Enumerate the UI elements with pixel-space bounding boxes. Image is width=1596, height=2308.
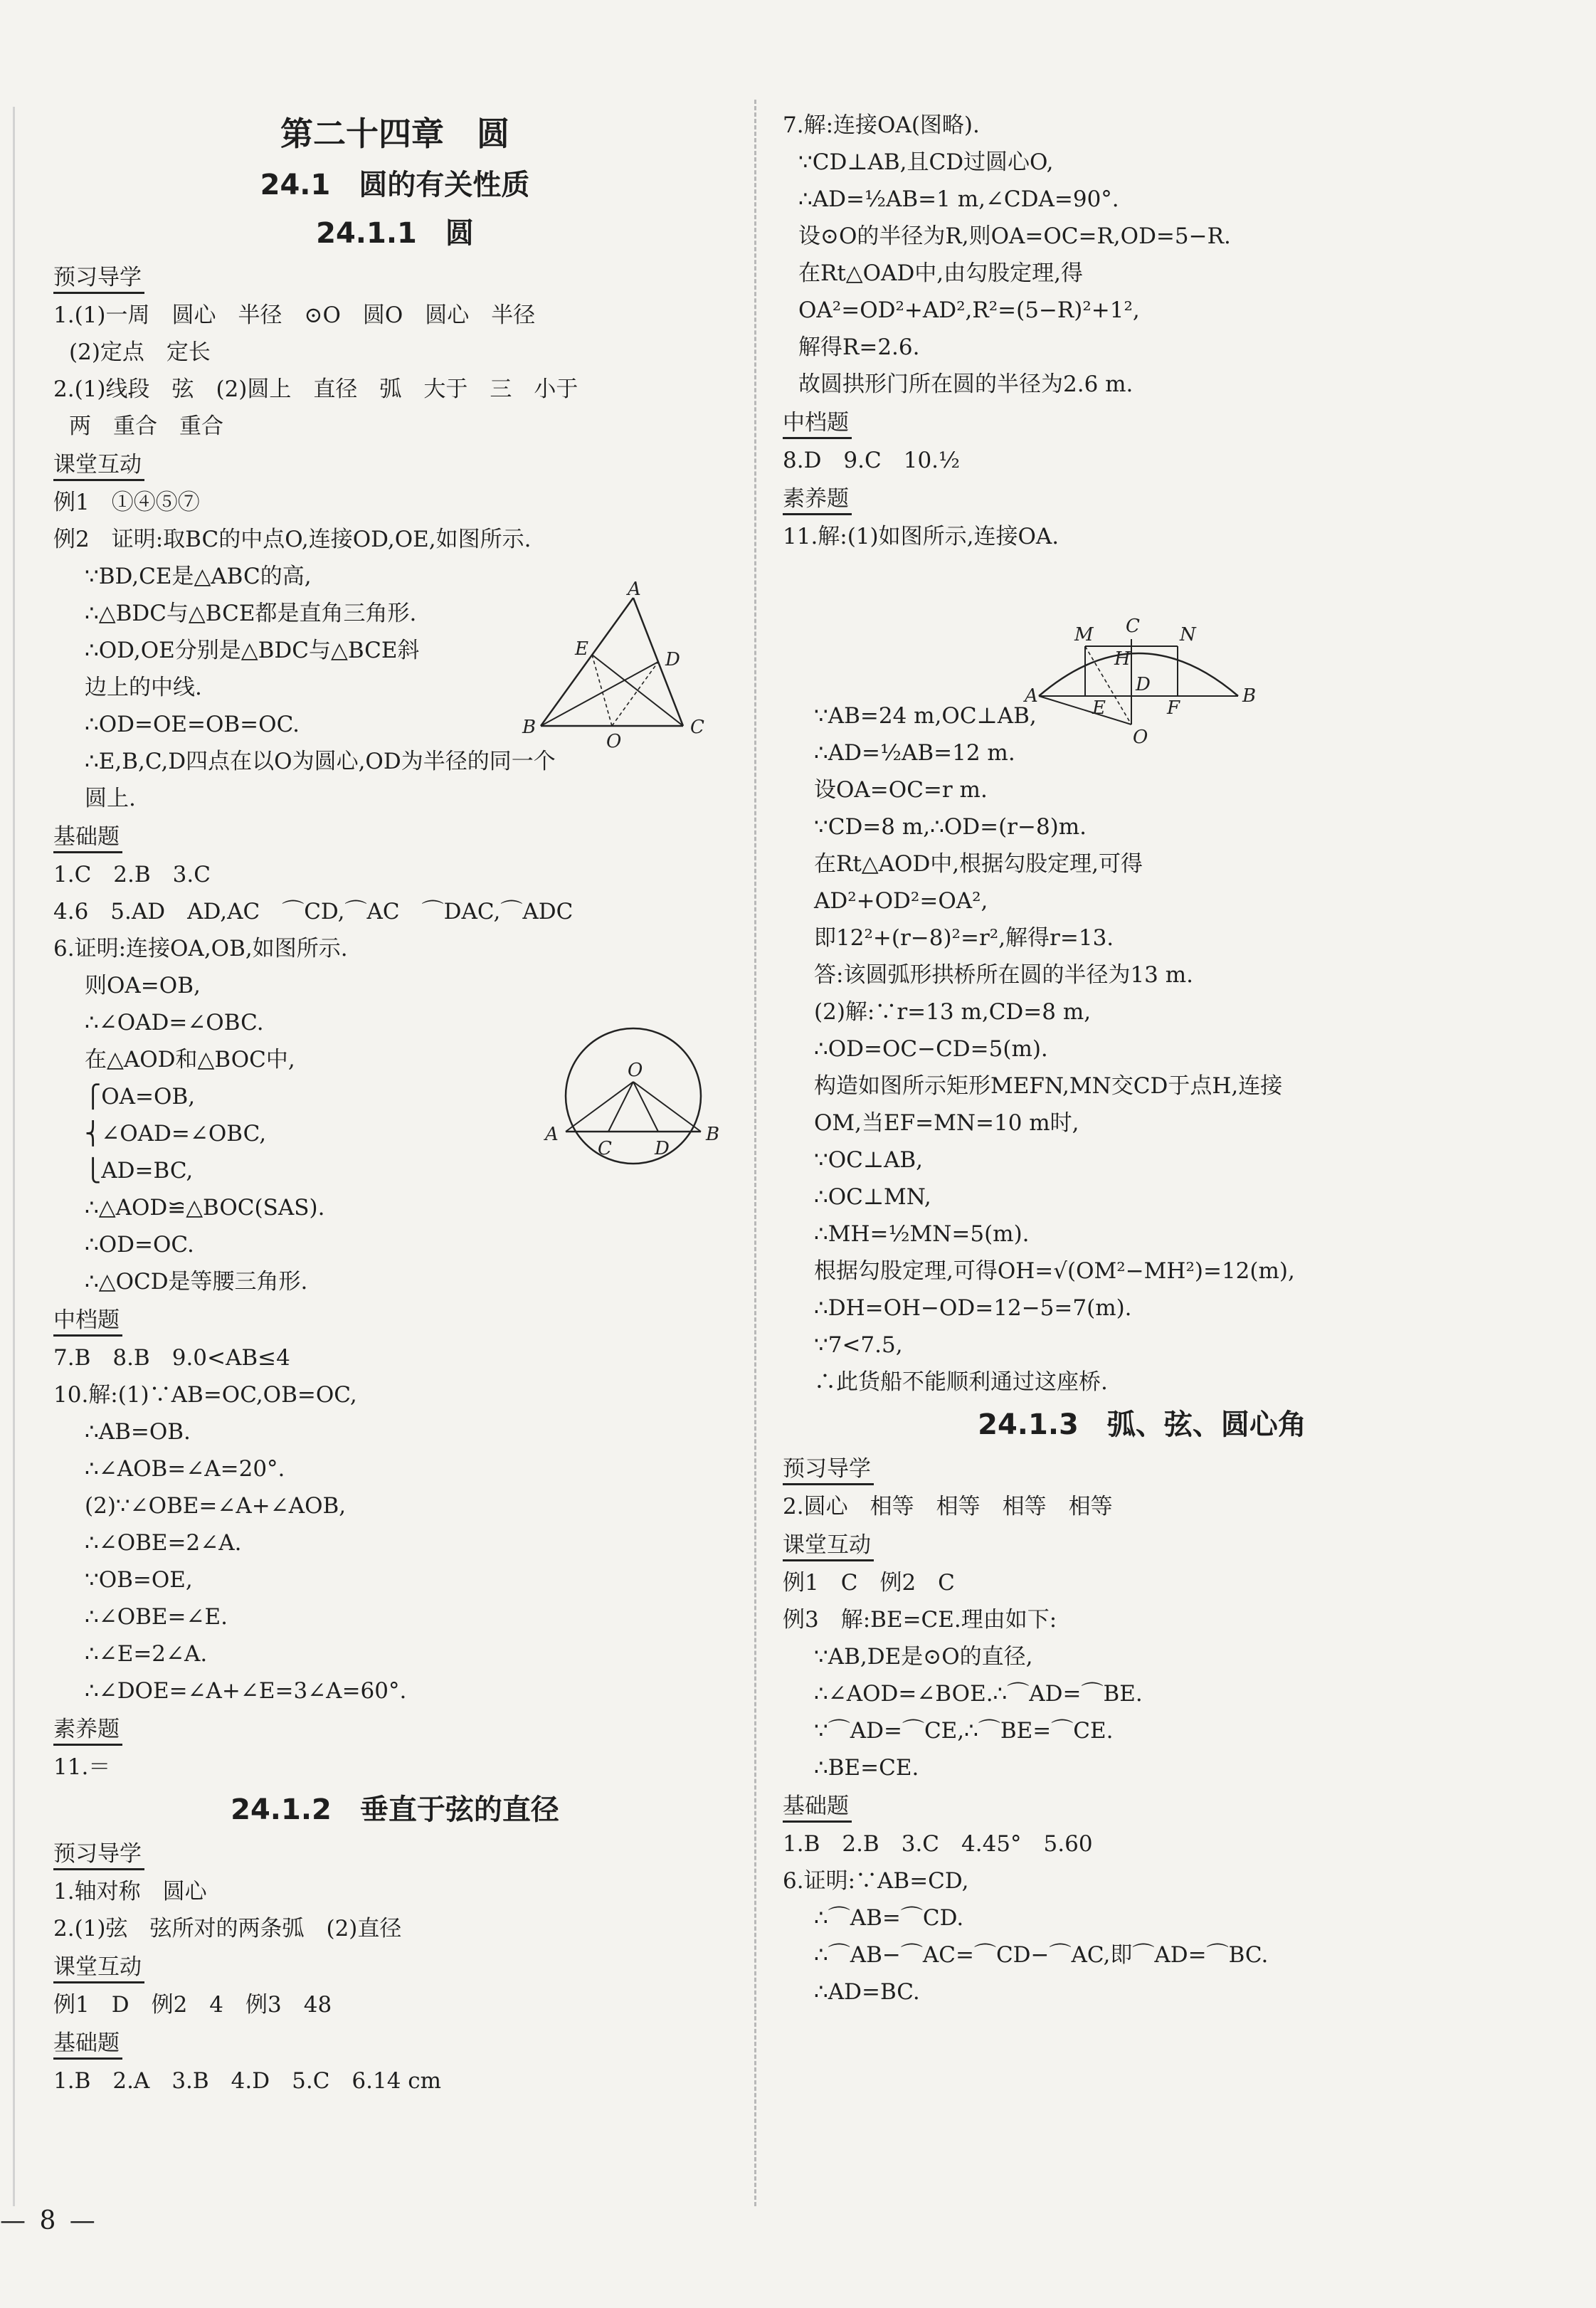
- answer-line: 11.＝: [53, 1754, 111, 1780]
- answer-line: ∴⌒AB=⌒CD.: [814, 1905, 964, 1931]
- page-number: — 8 —: [0, 2206, 98, 2235]
- answer-line: ∵AB=24 m,OC⊥AB,: [814, 703, 1037, 729]
- subsection-title-3: 24.1.3 弧、弦、圆心角: [978, 1408, 1306, 1441]
- fig2-label: D: [655, 1138, 670, 1159]
- section-heading: 素养题: [53, 1715, 122, 1746]
- fig3-label: H: [1114, 648, 1131, 670]
- subsection-2-body: [53, 1834, 736, 2099]
- section-heading-row: [53, 2023, 736, 2062]
- section-heading-row: [53, 1947, 736, 1986]
- fig2-label: O: [628, 1060, 643, 1081]
- answer-line: ∴∠AOB=∠A=20°.: [85, 1456, 285, 1482]
- chapter-title: 第二十四章 圆: [280, 115, 509, 153]
- answer-line: 两 重合 重合: [69, 413, 223, 439]
- subsection-title-1: 24.1.1 圆: [316, 217, 474, 250]
- fig1-label: C: [690, 717, 704, 738]
- answer-line: 解得R=2.6.: [798, 334, 920, 360]
- column-divider: [754, 100, 756, 2206]
- answer-line: ∵CD⊥AB,且CD过圆心O,: [798, 149, 1054, 175]
- answer-line: 2.(1)线段 弦 (2)圆上 直径 弧 大于 三 小于: [53, 376, 578, 402]
- answer-line: 边上的中线.: [85, 675, 202, 700]
- section-heading: 课堂互动: [53, 1953, 144, 1983]
- binding-edge: [13, 107, 15, 2206]
- answer-line: 8.D 9.C 10.½: [783, 448, 961, 473]
- answer-line: ∴△AOD≌△BOC(SAS).: [85, 1195, 325, 1221]
- answer-line: 设OA=OC=r m.: [814, 777, 988, 803]
- answers-problem-11: [783, 697, 1501, 1401]
- answer-line: (2)解:∵r=13 m,CD=8 m,: [814, 999, 1092, 1025]
- answer-line: 1.B 2.B 3.C 4.45° 5.60: [783, 1831, 1093, 1857]
- answer-line: ∴OD=OE=OB=OC.: [85, 712, 300, 737]
- section-heading-row: [783, 479, 1501, 518]
- answer-line: 4.6 5.AD AD,AC ⌒CD,⌒AC ⌒DAC,⌒ADC: [53, 899, 574, 924]
- answer-line: ∴△BDC与△BCE都是直角三角形.: [85, 601, 417, 626]
- section-heading-row: [53, 1834, 736, 1873]
- fig3-label: C: [1126, 616, 1140, 637]
- answer-line: 7.解:连接OA(图略).: [783, 112, 980, 138]
- fig3-label: F: [1167, 697, 1180, 719]
- fig1-label: D: [665, 649, 680, 670]
- answer-line: 答:该圆弧形拱桥所在圆的半径为13 m.: [814, 962, 1193, 988]
- fig2-label: A: [545, 1124, 559, 1145]
- fig3-label: E: [1092, 697, 1106, 719]
- section-heading: 基础题: [53, 2029, 122, 2060]
- answer-line: ∴AD=BC.: [814, 1979, 920, 2005]
- answer-line: ∵OC⊥AB,: [814, 1147, 924, 1173]
- triangle-figure: [512, 579, 726, 752]
- section-heading: 课堂互动: [783, 1531, 874, 1561]
- answer-line: 例3 解:BE=CE.理由如下:: [783, 1607, 1057, 1633]
- section-heading-row: [783, 1525, 1501, 1564]
- subsection-3-body: [783, 1449, 1501, 2011]
- answer-line: 故圆拱形门所在圆的半径为2.6 m.: [798, 372, 1133, 397]
- answer-line: 10.解:(1)∵AB=OC,OB=OC,: [53, 1382, 357, 1408]
- answer-line: ∴OD=OC−CD=5(m).: [814, 1036, 1048, 1062]
- fig3-label: N: [1180, 624, 1196, 645]
- answer-line: 6.证明:连接OA,OB,如图所示.: [53, 936, 348, 961]
- answer-line: ∴△OCD是等腰三角形.: [85, 1269, 308, 1295]
- answer-line: AD²+OD²=OA²,: [814, 888, 988, 914]
- answers-continued: [783, 107, 1501, 555]
- section-heading-row: [783, 403, 1501, 442]
- answer-line: ∴OD,OE分别是△BDC与△BCE斜: [85, 638, 420, 663]
- answer-line: 根据勾股定理,可得OH=√(OM²−MH²)=12(m),: [814, 1258, 1295, 1284]
- answer-line: 11.解:(1)如图所示,连接OA.: [783, 524, 1059, 549]
- answer-line: 例1 D 例2 4 例3 48: [53, 1992, 332, 2018]
- fig2-label: C: [598, 1138, 612, 1159]
- answer-line: 在△AOD和△BOC中,: [85, 1047, 295, 1073]
- fig1-label: E: [575, 638, 588, 660]
- answer-line: ∴BE=CE.: [814, 1755, 919, 1781]
- section-heading: 预习导学: [783, 1455, 874, 1485]
- section-heading: 素养题: [783, 485, 852, 515]
- answer-line: ⎨∠OAD=∠OBC,: [85, 1121, 267, 1147]
- answer-line: ∴AB=OB.: [85, 1419, 191, 1445]
- subsection-title-2: 24.1.2 垂直于弦的直径: [231, 1793, 559, 1826]
- answer-line: ∴AD=½AB=12 m.: [814, 740, 1015, 766]
- answer-line: 在Rt△OAD中,由勾股定理,得: [798, 260, 1084, 286]
- answer-line: ∴∠AOD=∠BOE.∴⌒AD=⌒BE.: [814, 1681, 1143, 1707]
- answer-line: ∴∠DOE=∠A+∠E=3∠A=60°.: [85, 1678, 407, 1704]
- answer-line: 在Rt△AOD中,根据勾股定理,可得: [814, 851, 1143, 877]
- section-heading: 中档题: [783, 409, 852, 439]
- answer-line: ∴AD=½AB=1 m,∠CDA=90°.: [798, 186, 1119, 212]
- section-heading: 预习导学: [53, 263, 144, 294]
- answer-line: 构造如图所示矩形MEFN,MN交CD于点H,连接: [814, 1073, 1283, 1099]
- section-heading-row: [53, 1300, 736, 1339]
- fig2-label: B: [706, 1124, 720, 1145]
- fig3-label: M: [1074, 624, 1094, 645]
- section-heading: 课堂互动: [53, 450, 144, 481]
- answer-line: 即12²+(r−8)²=r²,解得r=13.: [814, 925, 1114, 951]
- answer-line: 7.B 8.B 9.0<AB≤4: [53, 1345, 290, 1371]
- answer-line: 6.证明:∵AB=CD,: [783, 1868, 969, 1894]
- answer-line: 2.圆心 相等 相等 相等 相等: [783, 1494, 1113, 1519]
- answer-line: ∴∠OBE=2∠A.: [85, 1530, 242, 1556]
- answer-line: 例1 C 例2 C: [783, 1570, 955, 1596]
- answer-line: 1.B 2.A 3.B 4.D 5.C 6.14 cm: [53, 2068, 442, 2094]
- answer-line: 1.C 2.B 3.C: [53, 862, 211, 887]
- section-heading-row: [783, 1786, 1501, 1825]
- section-heading: 基础题: [53, 823, 122, 853]
- answer-line: 1.轴对称 圆心: [53, 1879, 207, 1904]
- section-heading-row: [53, 817, 736, 856]
- section-heading-row: [53, 1709, 736, 1749]
- circle-figure: [541, 1025, 733, 1167]
- fig3-label: B: [1242, 685, 1257, 707]
- section-heading-row: [783, 1449, 1501, 1488]
- answer-line: ∴∠E=2∠A.: [85, 1641, 208, 1667]
- answer-line: (2)∵∠OBE=∠A+∠AOB,: [85, 1493, 347, 1519]
- answer-line: ∴OC⊥MN,: [814, 1184, 931, 1210]
- answer-line: OA²=OD²+AD²,R²=(5−R)²+1²,: [798, 297, 1140, 323]
- answer-line: ∵BD,CE是△ABC的高,: [85, 564, 312, 589]
- answer-line: 1.(1)一周 圆心 半径 ⊙O 圆O 圆心 半径: [53, 302, 536, 328]
- bridge-figure: [1025, 611, 1257, 753]
- answer-line: ∵CD=8 m,∴OD=(r−8)m.: [814, 814, 1087, 840]
- section-heading: 基础题: [783, 1792, 852, 1823]
- answer-line: ∴OD=OC.: [85, 1232, 194, 1258]
- answer-line: 则OA=OB,: [85, 973, 201, 998]
- section-heading-row: [53, 258, 736, 297]
- answer-line: ∴MH=½MN=5(m).: [814, 1221, 1030, 1247]
- answer-line: ∵AB,DE是⊙O的直径,: [814, 1644, 1033, 1670]
- answer-line: ⎧OA=OB,: [85, 1084, 196, 1110]
- section-title: 24.1 圆的有关性质: [260, 169, 530, 201]
- answer-line: ∵⌒AD=⌒CE,∴⌒BE=⌒CE.: [814, 1718, 1114, 1744]
- fig1-label: B: [522, 717, 537, 738]
- answer-line: ∴E,B,C,D四点在以O为圆心,OD为半径的同一个: [85, 749, 556, 774]
- answer-line: ⎩AD=BC,: [85, 1158, 194, 1184]
- answer-line: ∴⌒AB−⌒AC=⌒CD−⌒AC,即⌒AD=⌒BC.: [814, 1942, 1269, 1968]
- answer-line: 例2 证明:取BC的中点O,连接OD,OE,如图所示.: [53, 527, 532, 552]
- answer-line: 例1 ①④⑤⑦: [53, 490, 200, 515]
- fig3-label: D: [1136, 674, 1151, 695]
- fig3-label: A: [1025, 685, 1038, 707]
- answer-line: ∴∠OBE=∠E.: [85, 1604, 228, 1630]
- section-heading-row: [53, 445, 736, 484]
- section-heading: 中档题: [53, 1306, 122, 1337]
- answer-line: 2.(1)弦 弦所对的两条弧 (2)直径: [53, 1916, 402, 1941]
- answer-line: ∴DH=OH−OD=12−5=7(m).: [814, 1295, 1132, 1321]
- answer-line: ∴此货船不能顺利通过这座桥.: [814, 1369, 1108, 1395]
- answer-line: OM,当EF=MN=10 m时,: [814, 1110, 1079, 1136]
- section-heading: 预习导学: [53, 1840, 144, 1870]
- fig1-label: O: [606, 731, 622, 752]
- answer-line: 设⊙O的半径为R,则OA=OC=R,OD=5−R.: [798, 223, 1231, 249]
- right-column: [783, 107, 1501, 2011]
- subsection-1-body: [53, 258, 736, 1786]
- answer-line: ∵OB=OE,: [85, 1567, 193, 1593]
- answer-line: 圆上.: [85, 786, 136, 811]
- answer-line: ∵7<7.5,: [814, 1332, 903, 1358]
- fig1-label: A: [628, 579, 641, 600]
- answer-line: ∴∠OAD=∠OBC.: [85, 1010, 264, 1036]
- fig3-label: O: [1133, 727, 1148, 748]
- answer-line: (2)定点 定长: [69, 339, 211, 365]
